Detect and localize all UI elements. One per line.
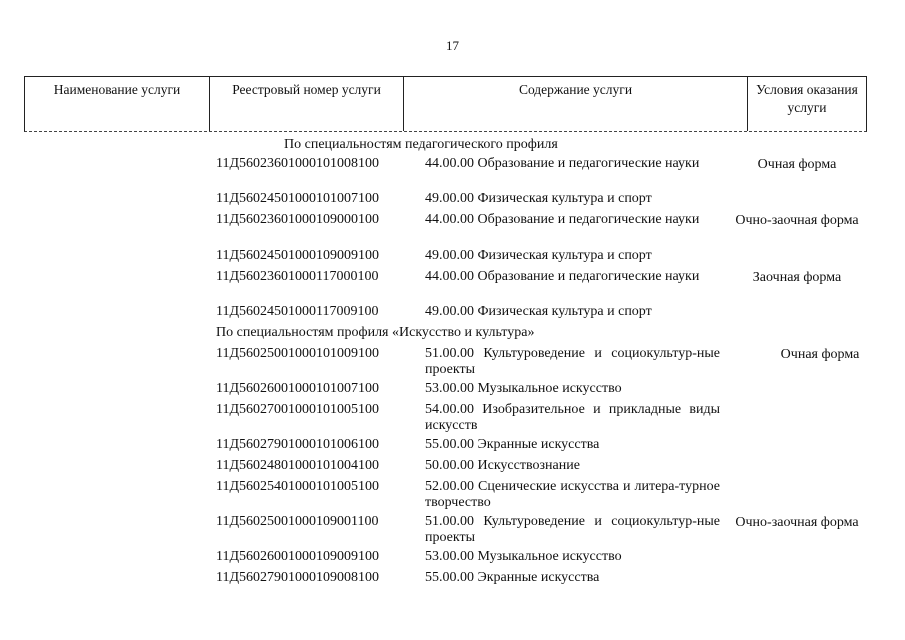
service-condition: Очно-заочная форма: [735, 213, 859, 228]
service-content: 54.00.00 Изобразительное и прикладные виды искусств: [425, 402, 720, 433]
service-condition: Очная форма: [757, 157, 837, 172]
registry-code: 11Д56024501000117009100: [216, 304, 379, 319]
registry-code: 11Д56024501000109009100: [216, 248, 380, 263]
registry-code: 11Д56024501000101007100: [216, 191, 380, 206]
service-content: 44.00.00 Образование и педагогические науки: [425, 269, 700, 284]
service-content: 53.00.00 Музыкальное искусство: [425, 381, 622, 396]
service-content: 50.00.00 Искусствознание: [425, 458, 580, 473]
registry-code: 11Д56026001000101007100: [216, 381, 380, 396]
section-title-arts: По специальностям профиля «Искусство и культура»: [216, 325, 535, 340]
header-service-conditions: Условия оказания услуги: [747, 77, 866, 131]
service-content: 51.00.00 Культуроведение и социокультур-ные проекты: [425, 514, 720, 545]
service-condition: Очная форма: [780, 347, 860, 362]
header-registry-number: Реестровый номер услуги: [209, 77, 403, 131]
service-condition: Очно-заочная форма: [735, 515, 859, 530]
service-condition: Заочная форма: [752, 270, 842, 285]
registry-code: 11Д56025001000109001100: [216, 514, 379, 529]
registry-code: 11Д56027001000101005100: [216, 402, 380, 417]
service-content: 49.00.00 Физическая культура и спорт: [425, 248, 652, 263]
service-content: 55.00.00 Экранные искусства: [425, 437, 600, 452]
service-content: 51.00.00 Культуроведение и социокультур-ные проекты: [425, 346, 720, 377]
service-content: 49.00.00 Физическая культура и спорт: [425, 191, 652, 206]
registry-code: 11Д56023601000117000100: [216, 269, 379, 284]
service-content: 52.00.00 Сценические искусства и литера-турное творчество: [425, 479, 720, 510]
registry-code: 11Д56026001000109009100: [216, 549, 380, 564]
page-number: 17: [446, 38, 459, 53]
header-service-name: Наименование услуги: [53, 82, 181, 97]
registry-code: 11Д56023601000101008100: [216, 156, 380, 171]
section-title-pedagogical: По специальностям педагогического профиля: [284, 137, 558, 152]
registry-code: 11Д56025001000101009100: [216, 346, 380, 361]
registry-code: 11Д56027901000109008100: [216, 570, 380, 585]
registry-code: 11Д56027901000101006100: [216, 437, 380, 452]
service-content: 49.00.00 Физическая культура и спорт: [425, 304, 652, 319]
registry-code: 11Д56025401000101005100: [216, 479, 380, 494]
table-header: [24, 76, 867, 132]
service-content: 55.00.00 Экранные искусства: [425, 570, 600, 585]
header-service-content: Содержание услуги: [403, 77, 747, 131]
service-content: 44.00.00 Образование и педагогические науки: [425, 212, 700, 227]
service-content: 44.00.00 Образование и педагогические науки: [425, 156, 700, 171]
registry-code: 11Д56023601000109000100: [216, 212, 380, 227]
service-content: 53.00.00 Музыкальное искусство: [425, 549, 622, 564]
registry-code: 11Д56024801000101004100: [216, 458, 380, 473]
